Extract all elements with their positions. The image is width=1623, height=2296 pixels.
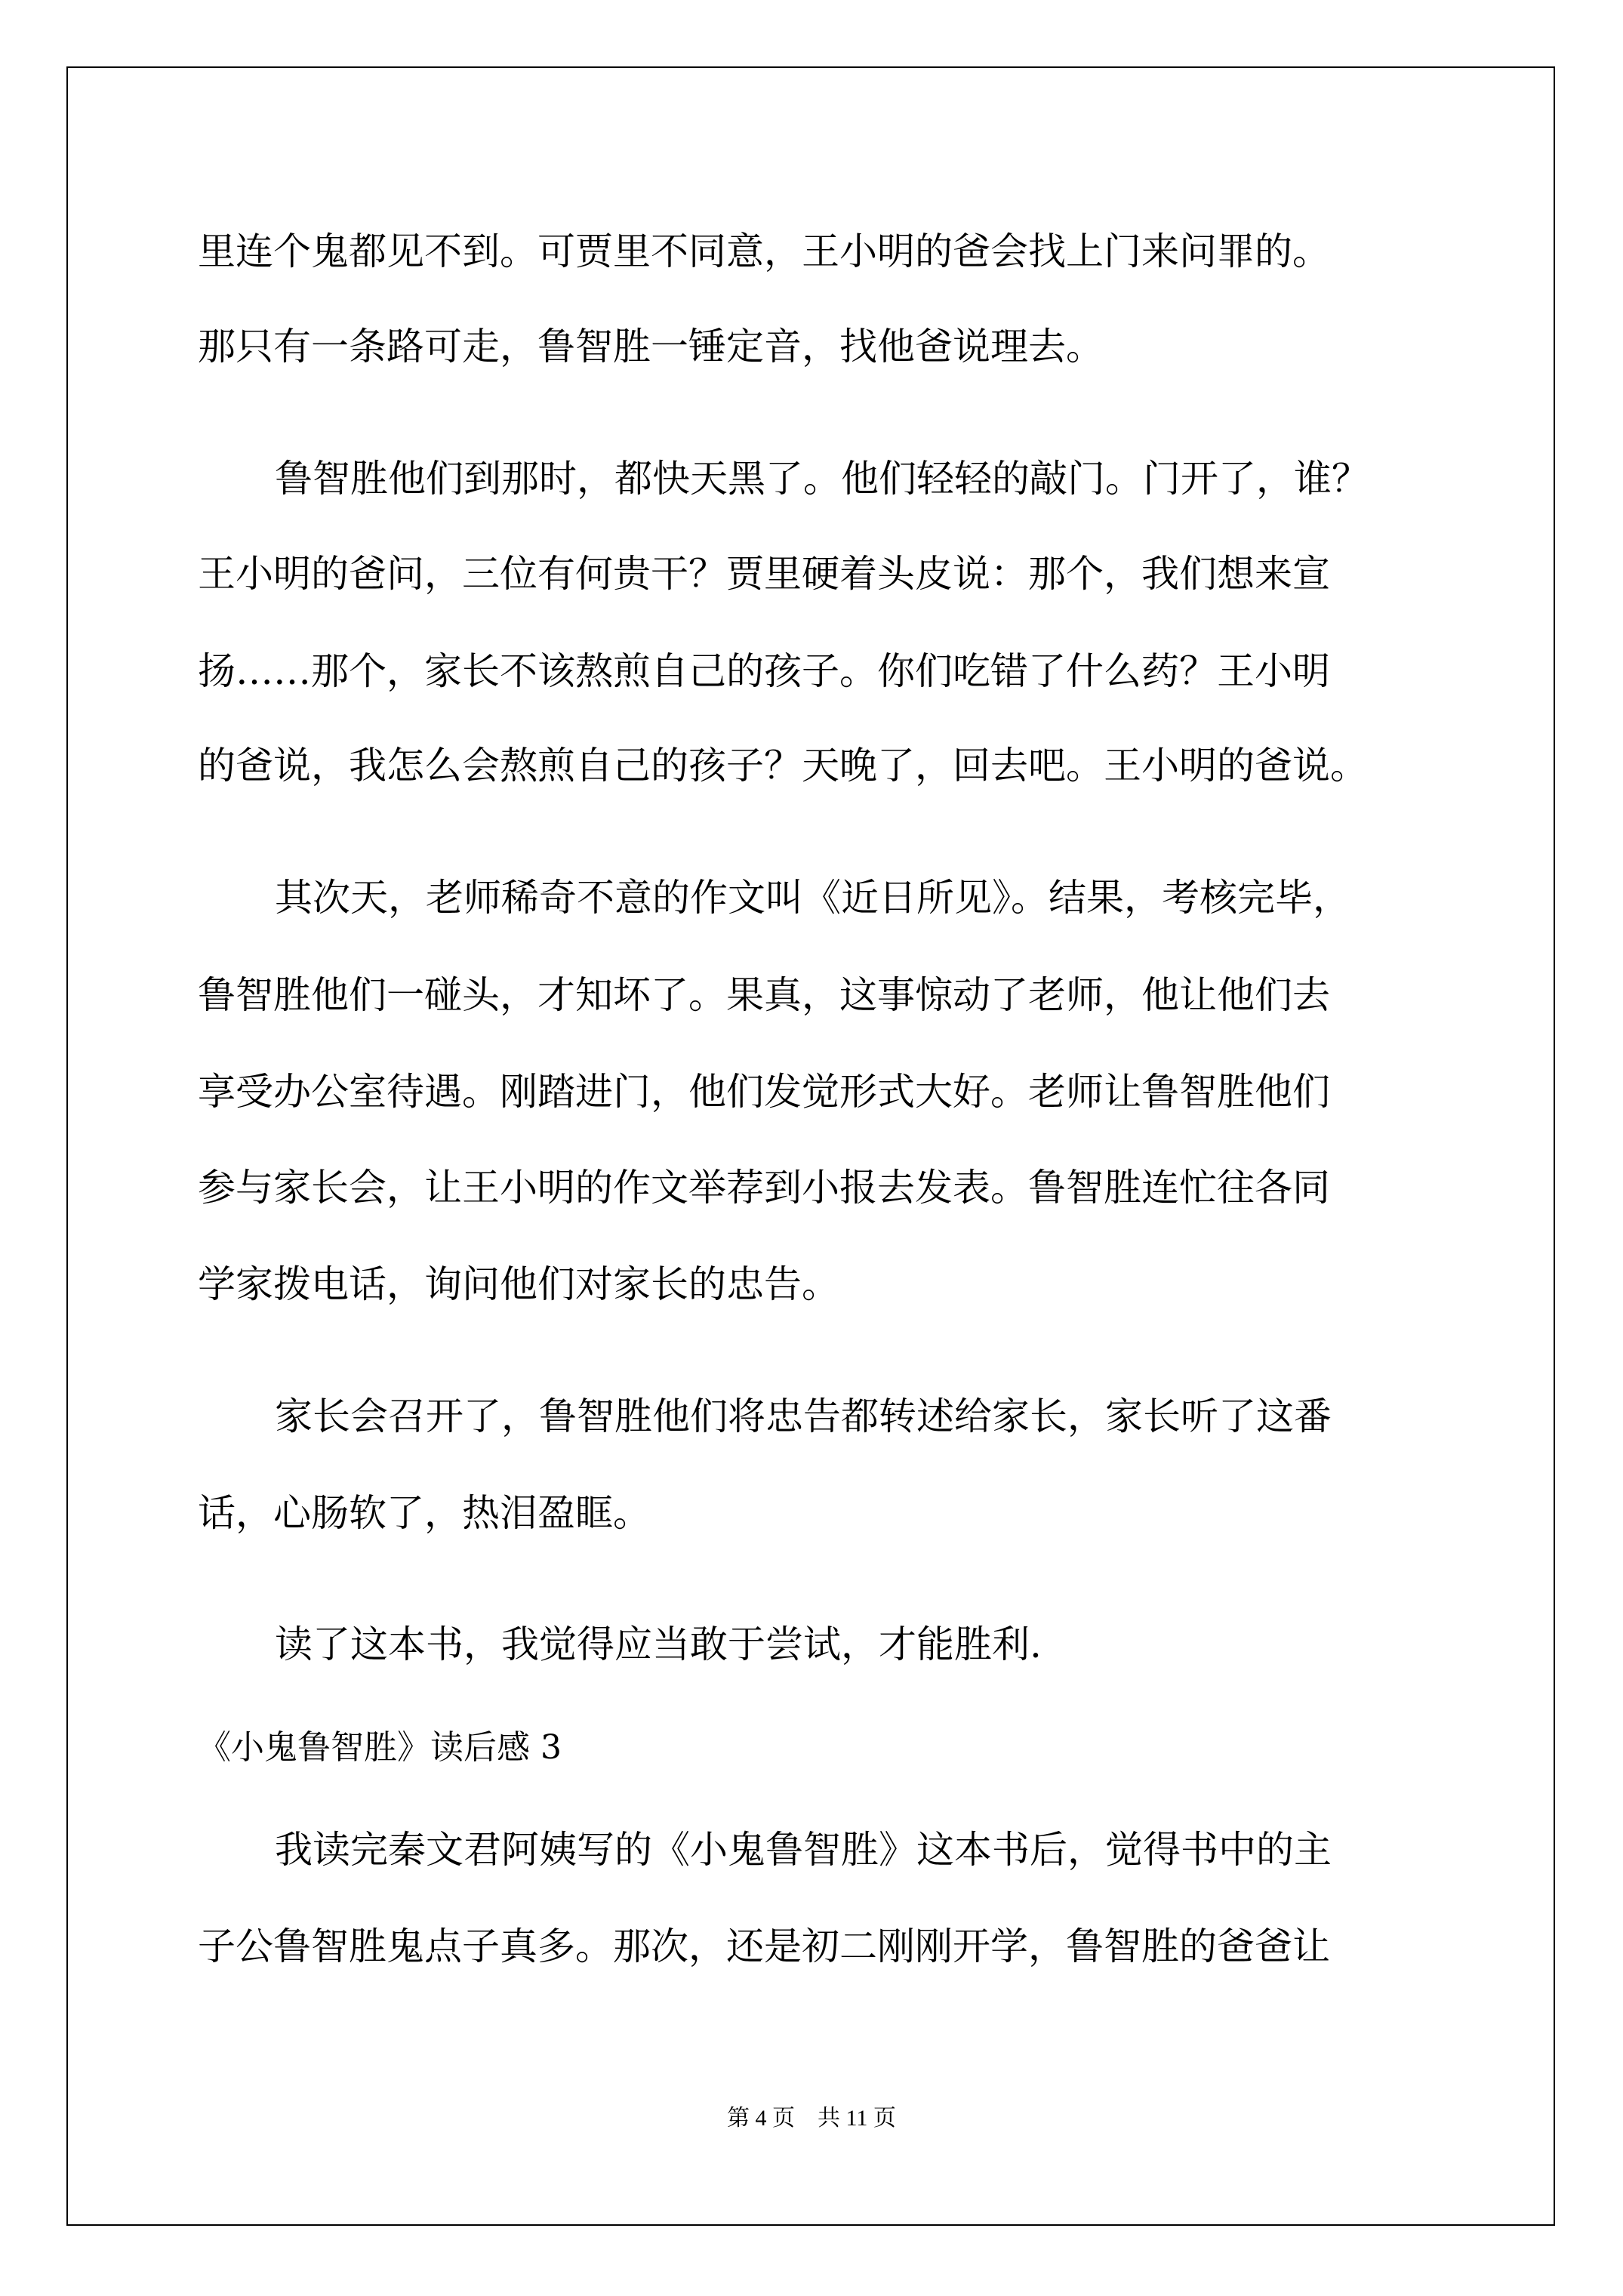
section-heading: 《小鬼鲁智胜》读后感 3 bbox=[198, 1728, 562, 1767]
body-text-line: 的爸说，我怎么会熬煎自己的孩子？天晚了，回去吧。王小明的爸说。 bbox=[198, 744, 1368, 787]
body-text-line: 参与家长会，让王小明的作文举荐到小报去发表。鲁智胜连忙往各同 bbox=[198, 1166, 1330, 1210]
body-text-line: 其次天，老师稀奇不意的作文叫《近日所见》。结果，考核完毕， bbox=[275, 876, 1350, 920]
body-text-line: 王小明的爸问，三位有何贵干？贾里硬着头皮说：那个，我们想来宣 bbox=[198, 552, 1330, 596]
body-text-line: 扬……那个，家长不该熬煎自己的孩子。你们吃错了什么药？王小明 bbox=[198, 649, 1330, 693]
body-text-line: 那只有一条路可走，鲁智胜一锤定音，找他爸说理去。 bbox=[198, 325, 1104, 368]
body-text-line: 家长会召开了，鲁智胜他们将忠告都转述给家长，家长听了这番 bbox=[275, 1395, 1332, 1438]
body-text-line: 学家拨电话，询问他们对家长的忠告。 bbox=[198, 1262, 839, 1306]
body-text-line: 里连个鬼都见不到。可贾里不同意，王小明的爸会找上门来问罪的。 bbox=[198, 230, 1330, 273]
page-number-footer: 第 4 页 共 11 页 bbox=[727, 2106, 896, 2131]
body-text-line: 话，心肠软了，热泪盈眶。 bbox=[198, 1491, 651, 1535]
body-text-line: 享受办公室待遇。刚踏进门，他们发觉形式大好。老师让鲁智胜他们 bbox=[198, 1070, 1330, 1114]
body-text-line: 鲁智胜他们一碰头，才知坏了。果真，这事惊动了老师，他让他们去 bbox=[198, 973, 1330, 1017]
body-text-line: 鲁智胜他们到那时，都快天黑了。他们轻轻的敲门。门开了，谁？ bbox=[275, 457, 1369, 501]
body-text-line: 读了这本书，我觉得应当敢于尝试，才能胜利. bbox=[275, 1623, 1042, 1666]
body-text-line: 我读完秦文君阿姨写的《小鬼鲁智胜》这本书后，觉得书中的主 bbox=[275, 1828, 1332, 1872]
page-border bbox=[66, 66, 1555, 2226]
body-text-line: 子公鲁智胜鬼点子真多。那次，还是初二刚刚开学，鲁智胜的爸爸让 bbox=[198, 1925, 1330, 1968]
